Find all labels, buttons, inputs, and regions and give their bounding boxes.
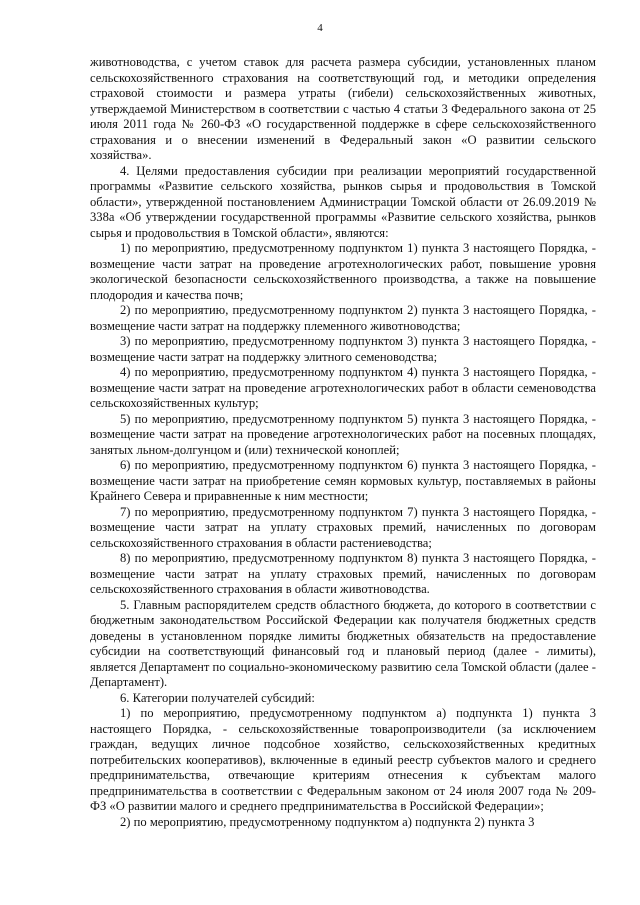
paragraph-continued: животноводства, с учетом ставок для расчета размера субсидии, установленных планом сельскохозяйственного страхования на соответствующий год, и методики определения страховой стоимости и размера утраты (гибели) сельскохозяйственных животных, утверждаемой Министерством в соответствии с частью 4 статьи 3 Федерального закона от 25 июля 2011 года № 260-ФЗ «О государственной поддержке в сфере сельскохозяйственного страхования и о внесении изменений в Федеральный закон «О развитии сельского хозяйства». — [90, 55, 596, 162]
document-body — [90, 55, 596, 830]
list-item: 3) по мероприятию, предусмотренному подпунктом 3) пункта 3 настоящего Порядка, - возмещение части затрат на поддержку элитного семеноводства; — [90, 334, 596, 364]
page-number: 4 — [317, 22, 323, 34]
list-item: 5) по мероприятию, предусмотренному подпунктом 5) пункта 3 настоящего Порядка, - возмещение части затрат на проведение агротехнологических работ на посевных площадях, занятых льном-долгунцом и (или) технической коноплей; — [90, 411, 596, 457]
list-item: 1) по мероприятию, предусмотренному подпунктом 1) пункта 3 настоящего Порядка, - возмещение части затрат на проведение агротехнологических работ, повышение уровня экологической безопасности сельскохозяйственного производства, а также на повышение плодородия и качества почв; — [90, 241, 596, 302]
list-item: 4) по мероприятию, предусмотренному подпунктом 4) пункта 3 настоящего Порядка, - возмещение части затрат на проведение агротехнологических работ в области семеноводства сельскохозяйственных культур; — [90, 365, 596, 410]
list-item: 1) по мероприятию, предусмотренному подпунктом а) подпункта 1) пункта 3 настоящего Порядка, - сельскохозяйственные товаропроизводители (за исключением граждан, ведущих личное подсобное хозяйство, сельскохозяйственных кредитных потребительских кооперативов), включенные в единый реестр субъектов малого и среднего предпринимательства, отвечающие критериям отнесения к субъектам малого предпринимательства в соответствии с Федеральным законом от 24 июля 2007 года № 209-ФЗ «О развитии малого и среднего предпринимательства в Российской Федерации»; — [90, 706, 596, 813]
list-item: 2) по мероприятию, предусмотренному подпунктом а) подпункта 2) пункта 3 — [120, 814, 535, 829]
list-item: 8) по мероприятию, предусмотренному подпунктом 8) пункта 3 настоящего Порядка, - возмещение части затрат на уплату страховых премий, начисленных по договорам сельскохозяйственного страхования в области животноводства. — [90, 551, 596, 596]
list-item: 2) по мероприятию, предусмотренному подпунктом 2) пункта 3 настоящего Порядка, - возмещение части затрат на поддержку племенного животноводства; — [90, 303, 596, 333]
list-item: 7) по мероприятию, предусмотренному подпунктом 7) пункта 3 настоящего Порядка, - возмещение части затрат на уплату страховых премий, начисленных по договорам сельскохозяйственного страхования в области растениеводства; — [90, 504, 596, 550]
paragraph-section-5: 5. Главным распорядителем средств областного бюджета, до которого в соответствии с бюджетным законодательством Российской Федерации как получателя бюджетных средств доведены в установленном порядке лимиты бюджетных обязательств на предоставление субсидии на соответствующий финансовый год и плановый период (далее - лимиты), является Департамент по социально-экономическому развитию села Томской области (далее - Департамент). — [90, 597, 596, 689]
paragraph-section-6: 6. Категории получателей субсидий: — [120, 690, 315, 705]
list-item: 6) по мероприятию, предусмотренному подпунктом 6) пункта 3 настоящего Порядка, - возмещение части затрат на приобретение семян кормовых культур, поставляемых в районы Крайнего Севера и приравненные к ним местности; — [90, 458, 596, 503]
paragraph-section-4: 4. Целями предоставления субсидии при реализации мероприятий государственной программы «Развитие сельского хозяйства, рынков сырья и продовольствия в Томской области», утвержденной постановлением Администрации Томской области от 26.09.2019 № 338а «Об утверждении государственной программы «Развитие сельского хозяйства, рынков сырья и продовольствия в Томской области», являются: — [90, 163, 596, 240]
